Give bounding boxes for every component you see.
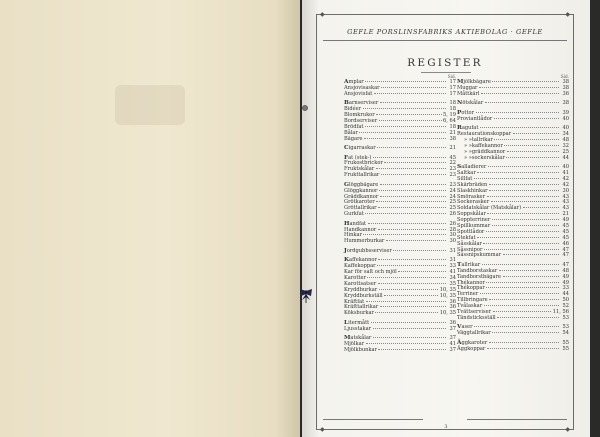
entry-page: 36 [449, 319, 456, 326]
dot-leader [379, 289, 439, 290]
index-entry [457, 347, 569, 353]
dot-leader [481, 93, 558, 94]
dot-leader [373, 337, 446, 338]
entry-name: Ansjovisfat [344, 90, 373, 97]
dot-leader [376, 168, 446, 169]
entry-page: 17 [449, 84, 456, 91]
entry-name: » »sockerskålar [464, 154, 505, 161]
entry-name: Gräddkannor [344, 193, 379, 200]
entry-name: Kräfttallrikar [344, 304, 379, 311]
dot-leader [486, 231, 559, 232]
entry-page: 47 [562, 252, 569, 259]
dot-leader [363, 108, 446, 109]
dot-leader [375, 312, 438, 313]
dot-leader [366, 343, 446, 344]
dot-leader [489, 299, 558, 300]
entry-name: Tvättserviser [457, 309, 492, 316]
entry-name: Muggar [457, 84, 478, 91]
entry-page: 33 [449, 263, 456, 270]
dot-leader [368, 223, 446, 224]
index-column-right [457, 74, 569, 353]
entry-page: 49 [562, 279, 569, 286]
dot-leader [488, 166, 559, 167]
entry-page: 31 [449, 247, 456, 254]
entry-name: Skärbräden [457, 181, 488, 188]
entry-page: 41 [449, 269, 456, 276]
dot-leader [497, 317, 558, 318]
dot-leader [486, 287, 558, 288]
entry-name: Fruktskålar [344, 166, 375, 173]
dot-leader [484, 249, 559, 250]
entry-page: 17 [449, 90, 456, 97]
dot-leader [492, 225, 559, 226]
entry-page: 50 [562, 297, 569, 304]
entry-name: Såssnipor [457, 246, 483, 253]
entry-name: Tandborstaskar [457, 267, 498, 274]
entry-page: 23 [449, 172, 456, 179]
entry-name: Mjölkbunkar [344, 346, 377, 353]
dot-leader [489, 190, 558, 191]
page-frame [316, 11, 574, 433]
dot-leader [364, 138, 445, 139]
entry-name: Karotter [344, 274, 366, 281]
entry-name: Äggkoppar [457, 345, 486, 352]
footer-rule [323, 419, 423, 420]
entry-page: 53 [562, 324, 569, 331]
entry-page: 41 [449, 341, 456, 348]
entry-page: 26 [449, 211, 456, 218]
entry-page: 45 [562, 228, 569, 235]
entry-name: Mjölkbägare [457, 79, 491, 85]
dot-leader [499, 270, 559, 271]
entry-name: Matskålar [344, 335, 372, 342]
dot-leader [483, 243, 558, 244]
entry-page: 21 [562, 211, 569, 218]
entry-page: 10, 35 [439, 310, 456, 317]
dot-leader [491, 201, 559, 202]
entry-name: » »gräddkannor [464, 148, 506, 155]
entry-page: 43 [562, 205, 569, 212]
entry-page: 43 [562, 199, 569, 206]
entry-page: 11, 56 [552, 309, 569, 316]
entry-page: 28 [449, 226, 456, 233]
dot-leader [482, 264, 559, 265]
entry-page: 34 [449, 274, 456, 281]
dot-leader [374, 93, 446, 94]
entry-page: 55 [562, 345, 569, 352]
dot-leader [380, 102, 446, 103]
entry-page: 31 [449, 257, 456, 264]
entry-name: » »kaffekannor [464, 142, 503, 149]
page-title: REGISTER [407, 57, 483, 69]
dot-leader [381, 87, 445, 88]
entry-name: Soppterriner [457, 217, 491, 224]
dot-leader [378, 207, 445, 208]
dot-leader [494, 139, 558, 140]
column-header: Sid. [560, 74, 569, 79]
right-page [302, 0, 590, 437]
dot-leader [507, 151, 559, 152]
entry-name: Tändsticksställ [457, 314, 496, 321]
entry-page: 40 [562, 125, 569, 132]
dot-leader [376, 201, 445, 202]
dot-leader [492, 219, 559, 220]
corner-ornament-icon: ◆ [565, 426, 570, 433]
entry-name: Hinkar [344, 232, 362, 239]
entry-name: Soldatskålar (Matskålar) [457, 205, 522, 212]
dot-leader [371, 322, 446, 323]
dot-leader [474, 178, 559, 179]
dot-leader [494, 118, 559, 119]
index-column-left [344, 74, 456, 354]
dot-leader [378, 259, 445, 260]
entry-page: 44 [562, 154, 569, 161]
entry-name: Stekfat [457, 234, 476, 241]
dot-leader [378, 283, 446, 284]
dot-leader [504, 145, 558, 146]
entry-page: 26 [449, 220, 456, 227]
entry-page: 25 [562, 148, 569, 155]
dot-leader [503, 276, 559, 277]
entry-name: Thékoppar [457, 285, 485, 292]
entry-page: 49 [562, 273, 569, 280]
entry-page: 45 [449, 154, 456, 161]
entry-page: 55 [562, 339, 569, 346]
entry-name: Gurkfat [344, 211, 364, 218]
dot-leader [492, 332, 558, 333]
entry-name: Bålar [344, 129, 358, 136]
dot-leader [474, 326, 558, 327]
entry-page: 36 [562, 90, 569, 97]
dot-leader [489, 342, 559, 343]
entry-name: Pottor [457, 109, 475, 116]
pin-head-icon [301, 104, 309, 112]
corner-ornament-icon: ◆ [565, 11, 570, 18]
entry-page: 18 [449, 106, 456, 113]
entry-name: Fat (stek-) [344, 154, 372, 161]
entry-name: Sillfat [457, 175, 473, 182]
dot-leader [477, 237, 558, 238]
entry-page: 54 [562, 330, 569, 337]
dot-leader [363, 234, 445, 235]
dot-leader [373, 328, 446, 329]
entry-page: 34 [562, 131, 569, 138]
entry-name: Jordgubbsserviser [344, 247, 392, 254]
entry-name: Glöggkannor [344, 187, 378, 194]
entry-name: Kräftfat [344, 298, 365, 305]
entry-name: Brödfat [344, 123, 364, 130]
entry-page: 21 [449, 145, 456, 152]
entry-page: 47 [562, 261, 569, 268]
entry-name: Thékannor [457, 279, 485, 286]
entry-page: 5, 19 [443, 112, 456, 119]
running-header: GEFLE PORSLINSFABRIKS AKTIEBOLAG · GEFLE [347, 28, 543, 36]
entry-name: Hummerburkar [344, 238, 385, 245]
entry-page: 39 [562, 109, 569, 116]
dot-leader [523, 207, 559, 208]
dot-leader [480, 127, 559, 128]
dot-leader [477, 172, 558, 173]
entry-page: 23 [449, 181, 456, 188]
dot-leader [484, 305, 559, 306]
entry-name: Grötkaroter [344, 199, 375, 206]
entry-name: Litermått [344, 319, 370, 326]
entry-name: Amplar [344, 79, 364, 85]
dot-leader [485, 102, 559, 103]
entry-page: 30 [449, 232, 456, 239]
entry-name: Soppskålar [457, 211, 486, 218]
dot-leader [380, 196, 446, 197]
dot-leader [489, 184, 559, 185]
entry-name: Slaskhinkar [457, 187, 488, 194]
dot-leader [378, 349, 445, 350]
entry-name: Såsskålar [457, 240, 482, 247]
entry-name: Frukostbrickor [344, 160, 383, 167]
entry-page: 33 [562, 285, 569, 292]
dot-leader [479, 87, 559, 88]
entry-name: Tillbringare [457, 297, 488, 304]
entry-page: 48 [562, 136, 569, 143]
entry-page: 44 [562, 291, 569, 298]
entry-page: 37 [449, 335, 456, 342]
entry-page: 23 [449, 166, 456, 173]
entry-page: 42 [562, 181, 569, 188]
header-rule [323, 40, 567, 41]
entry-name: Glöggbägare [344, 181, 379, 188]
dot-leader [367, 277, 445, 278]
entry-page: 45 [562, 222, 569, 229]
entry-page: 38 [449, 135, 456, 142]
entry-page: 22 [449, 160, 456, 167]
entry-name: Måttkärl [457, 90, 480, 97]
entry-name: Nötskålar [457, 100, 484, 107]
entry-page: 35 [449, 280, 456, 287]
dot-leader [487, 213, 558, 214]
entry-name: Spillkummar [457, 222, 491, 229]
entry-page: 36 [449, 304, 456, 311]
dot-leader [487, 348, 559, 349]
dot-leader [480, 293, 559, 294]
entry-page: 46 [562, 240, 569, 247]
entry-page: 43 [562, 193, 569, 200]
entry-name: Ragufat [457, 125, 479, 132]
entry-name: Kryddburkar [344, 286, 378, 293]
entry-name: Cigarraskar [344, 145, 376, 152]
entry-name: Ljusstakar [344, 325, 372, 332]
entry-name: Sockerasker [457, 199, 490, 206]
entry-name: Ansjovisaskar [344, 84, 380, 91]
entry-name: Salladierer [457, 164, 487, 171]
dot-leader [503, 254, 559, 255]
dot-leader [506, 157, 558, 158]
dot-leader [493, 311, 552, 312]
entry-page: 6, 64 [443, 117, 456, 124]
index-entry [344, 348, 456, 354]
dot-leader [380, 306, 446, 307]
dot-leader [359, 132, 445, 133]
entry-name: Bidéer [344, 106, 362, 113]
entry-page: 10, 35 [439, 286, 456, 293]
dot-leader [379, 190, 446, 191]
entry-page: 48 [562, 267, 569, 274]
dot-leader [476, 112, 559, 113]
dot-leader [376, 114, 441, 115]
entry-name: Kaffekoppar [344, 263, 376, 270]
entry-name: Köksburkar [344, 310, 374, 317]
dot-leader [365, 81, 445, 82]
entry-name: Gröttallrikar [344, 205, 377, 212]
title-rule [421, 72, 471, 73]
entry-name: Terriner [457, 291, 479, 298]
page-number: 3 [444, 424, 448, 430]
dot-leader [492, 81, 558, 82]
entry-page: 30 [562, 187, 569, 194]
entry-page: 40 [562, 115, 569, 122]
entry-page: 18 [449, 123, 456, 130]
entry-page: 25 [449, 205, 456, 212]
dot-leader [366, 301, 446, 302]
dot-leader [486, 282, 558, 283]
dot-leader [380, 184, 446, 185]
entry-name: Mjölkar [344, 341, 365, 348]
footer-rule [467, 419, 567, 420]
entry-page: 52 [562, 303, 569, 310]
entry-page: 25 [449, 199, 456, 206]
entry-page: 41 [562, 169, 569, 176]
entry-name: Blomkrukor [344, 112, 375, 119]
corner-ornament-icon: ◆ [320, 11, 325, 18]
dot-leader [384, 162, 445, 163]
entry-page: 53 [562, 314, 569, 321]
dot-leader [513, 133, 559, 134]
entry-name: Bägare [344, 135, 363, 142]
entry-name: Handfat [344, 220, 367, 227]
entry-page: 30 [449, 238, 456, 245]
entry-name: Tvålaskar [457, 303, 483, 310]
entry-name: Kar för salt och mjöl [344, 269, 397, 276]
entry-name: Smörasker [457, 193, 486, 200]
entry-page: 40 [562, 164, 569, 171]
entry-page: 37 [449, 346, 456, 353]
entry-page: 49 [562, 217, 569, 224]
entry-page: 36 [449, 298, 456, 305]
entry-name: Kaffekannor [344, 257, 377, 264]
entry-page: 24 [449, 187, 456, 194]
entry-name: Bordserviser [344, 117, 378, 124]
entry-name: Karottsatser [344, 280, 377, 287]
entry-page: 37 [449, 325, 456, 332]
dot-leader [487, 196, 559, 197]
dot-leader [386, 240, 446, 241]
entry-name: Vaser [457, 324, 473, 331]
dot-leader [365, 126, 446, 127]
entry-name: Äggkaroter [457, 339, 488, 346]
entry-page: 32 [562, 142, 569, 149]
entry-name: Väggtallrikar [457, 330, 491, 337]
entry-page: 42 [562, 175, 569, 182]
entry-name: Barnserviser [344, 100, 379, 107]
entry-name: Såssnipskummar [457, 252, 502, 259]
butterfly-pin-icon [299, 288, 313, 304]
dot-leader [377, 147, 445, 148]
entry-name: » »tallrikar [464, 136, 493, 143]
dot-leader [378, 229, 446, 230]
dot-leader [393, 250, 445, 251]
dot-leader [381, 174, 446, 175]
entry-name: Restaurationskoppar [457, 131, 512, 138]
entry-name: Saltkar [457, 169, 476, 176]
dot-leader [365, 213, 445, 214]
corner-ornament-icon: ◆ [320, 426, 325, 433]
show-through-mark [115, 85, 185, 125]
entry-page: 47 [562, 246, 569, 253]
entry-name: Proviantlådor [457, 115, 493, 122]
entry-name: Spottlådor [457, 228, 485, 235]
entry-name: Handkannor [344, 226, 377, 233]
dot-leader [398, 271, 445, 272]
dot-leader [384, 295, 438, 296]
entry-name: Kryddburkställ [344, 292, 383, 299]
entry-name: Tallrikar [457, 261, 481, 268]
entry-name: Tandborstbägare [457, 273, 502, 280]
entry-page: 38 [562, 79, 569, 85]
column-header: Sid. [447, 74, 456, 79]
dot-leader [373, 157, 446, 158]
entry-page: 38 [562, 100, 569, 107]
entry-page: 10, 35 [439, 292, 456, 299]
entry-page: 38 [562, 84, 569, 91]
entry-page: 18 [449, 100, 456, 107]
dot-leader [379, 120, 442, 121]
entry-page: 24 [449, 193, 456, 200]
entry-page: 21 [449, 129, 456, 136]
entry-page: 17 [449, 79, 456, 85]
entry-name: Frukttallrikar [344, 172, 380, 179]
dot-leader [377, 265, 445, 266]
entry-page: 45 [562, 234, 569, 241]
